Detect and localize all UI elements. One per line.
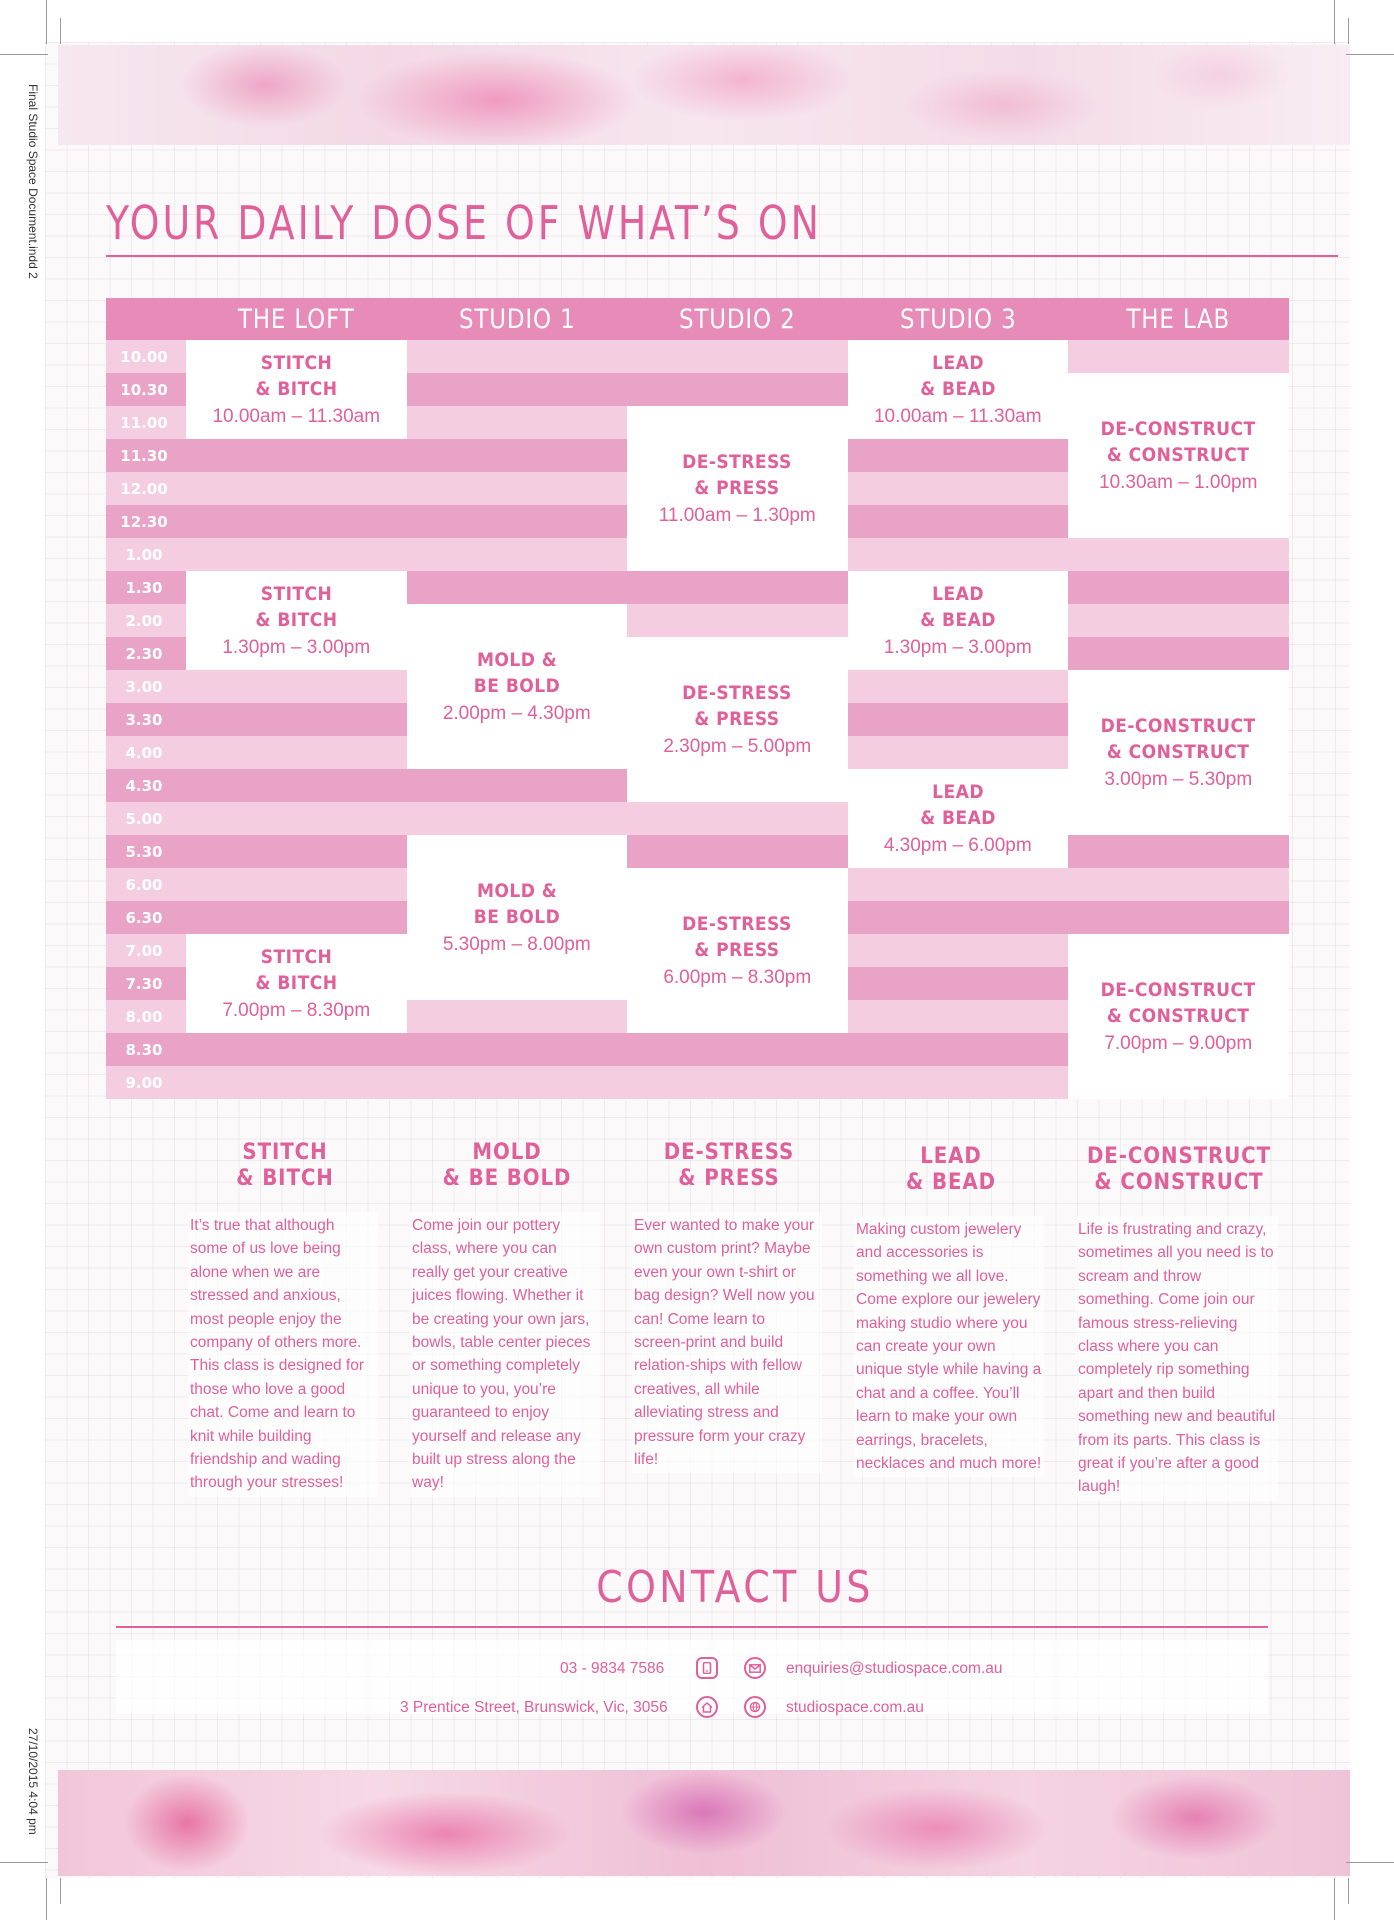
room-header-the-lab: THE LAB: [1126, 304, 1231, 335]
website-link[interactable]: studiospace.com.au: [786, 1699, 924, 1716]
class-block[interactable]: [1068, 670, 1289, 835]
time-slot-label: 12.30: [120, 513, 168, 531]
class-block[interactable]: [627, 868, 848, 1033]
room-header-studio-1: STUDIO 1: [458, 304, 576, 335]
class-time: 7.00pm – 9.00pm: [1104, 1032, 1253, 1054]
time-slot-label: 5.00: [125, 810, 163, 828]
class-time: 1.30pm – 3.00pm: [883, 636, 1032, 658]
class-time: 10.30am – 1.00pm: [1099, 471, 1258, 493]
class-name: STITCH & BITCH: [255, 945, 338, 994]
class-block[interactable]: [186, 571, 407, 670]
class-time: 10.00am – 11.30am: [212, 405, 381, 427]
class-name: MOLD & BE BOLD: [473, 648, 560, 697]
class-block[interactable]: [1068, 373, 1289, 538]
description-heading: LEAD & BEAD: [906, 1144, 996, 1195]
class-block[interactable]: [848, 571, 1069, 670]
email-link[interactable]: enquiries@studiospace.com.au: [786, 1660, 1003, 1677]
room-header-the-loft: THE LOFT: [237, 304, 355, 335]
class-name: DE-CONSTRUCT & CONSTRUCT: [1100, 417, 1256, 466]
schedule-row-band: [106, 835, 1289, 868]
class-block[interactable]: [1068, 934, 1289, 1099]
class-name: MOLD & BE BOLD: [473, 879, 560, 928]
class-time: 2.00pm – 4.30pm: [442, 702, 591, 724]
description-body: Life is frustrating and crazy, sometimes all you need is to scream and throw something. Come join our famous stress-relieving class where you can completely rip something apart and then build something new and beautiful from its parts. This class is great if you’re after a good laugh!: [1076, 1216, 1278, 1501]
slug-file-label: Final Studio Space Document.indd 2: [26, 84, 40, 279]
class-name: LEAD & BEAD: [919, 582, 996, 631]
class-name: STITCH & BITCH: [255, 582, 338, 631]
time-slot-label: 8.00: [125, 1008, 163, 1026]
time-slot-label: 2.00: [125, 612, 163, 630]
room-header-studio-3: STUDIO 3: [899, 304, 1017, 335]
class-time: 2.30pm – 5.00pm: [663, 735, 812, 757]
contact-heading: CONTACT US: [596, 1562, 874, 1613]
class-block[interactable]: [186, 340, 407, 439]
class-block[interactable]: [186, 934, 407, 1033]
time-slot-label: 10.00: [120, 348, 168, 366]
description-heading: DE-CONSTRUCT & CONSTRUCT: [1086, 1144, 1272, 1195]
page-title: YOUR DAILY DOSE OF WHAT’S ON: [106, 196, 822, 250]
class-block[interactable]: [848, 769, 1069, 868]
class-name: DE-CONSTRUCT & CONSTRUCT: [1100, 714, 1256, 763]
class-block[interactable]: [407, 604, 628, 769]
description-heading: STITCH & BITCH: [236, 1140, 334, 1191]
title-rule: [106, 255, 1338, 257]
class-block[interactable]: [627, 406, 848, 571]
room-header-studio-2: STUDIO 2: [678, 304, 796, 335]
time-slot-label: 4.30: [125, 777, 163, 795]
crop-mark: [1346, 1862, 1394, 1863]
home-icon: [696, 1696, 718, 1718]
phone-icon: [696, 1657, 718, 1679]
class-time: 6.00pm – 8.30pm: [663, 966, 812, 988]
crop-mark: [0, 54, 48, 55]
class-time: 7.00pm – 8.30pm: [222, 999, 371, 1021]
class-block[interactable]: [407, 835, 628, 1000]
class-name: DE-STRESS & PRESS: [682, 681, 793, 730]
description-body: Making custom jewelery and accessories is something we all love. Come explore our jewelery making studio where you can create your own unique style while having a chat and a coffee. You’ll learn to make your own earrings, bracelets, necklaces and much more!: [854, 1216, 1044, 1477]
time-slot-label: 2.30: [125, 645, 163, 663]
contact-band: [116, 1640, 1268, 1714]
crop-mark: [46, 0, 47, 44]
web-icon: [744, 1696, 766, 1718]
time-slot-label: 11.30: [120, 447, 168, 465]
class-time: 5.30pm – 8.00pm: [442, 933, 591, 955]
crop-mark: [46, 1878, 47, 1920]
description-body: It’s true that although some of us love being alone when we are stressed and anxious, most people enjoy the company of others more. This class is designed for those who love a good chat. Come and learn to knit while building friendship and wading through your stresses!: [188, 1212, 378, 1497]
time-slot-label: 5.30: [125, 843, 163, 861]
crop-mark: [1334, 1878, 1335, 1920]
crop-mark: [60, 18, 61, 44]
marble-banner-top: [58, 45, 1350, 145]
address-text: 3 Prentice Street, Brunswick, Vic, 3056: [400, 1699, 668, 1716]
schedule-table: [106, 298, 1288, 1092]
time-slot-label: 1.00: [125, 546, 163, 564]
mail-icon: [744, 1657, 766, 1679]
slug-date-label: 27/10/2015 4:04 pm: [26, 1728, 40, 1835]
time-slot-label: 4.00: [125, 744, 163, 762]
description-body: Ever wanted to make your own custom print? Maybe even your own t-shirt or bag design? Well now you can! Come learn to screen-print and build relation-ships with fellow creatives, all while alleviating stress and pressure form your crazy life!: [632, 1212, 822, 1473]
description-heading: DE-STRESS & PRESS: [663, 1140, 795, 1191]
class-time: 10.00am – 11.30am: [873, 405, 1042, 427]
class-name: LEAD & BEAD: [919, 351, 996, 400]
time-slot-label: 6.30: [125, 909, 163, 927]
class-time: 3.00pm – 5.30pm: [1104, 768, 1253, 790]
crop-mark: [1348, 1878, 1349, 1904]
class-name: DE-STRESS & PRESS: [682, 912, 793, 961]
phone-number: 03 - 9834 7586: [560, 1660, 665, 1677]
crop-mark: [1346, 54, 1394, 55]
time-slot-label: 10.30: [120, 381, 168, 399]
time-slot-label: 3.30: [125, 711, 163, 729]
class-name: DE-CONSTRUCT & CONSTRUCT: [1100, 978, 1256, 1027]
description-body: Come join our pottery class, where you can really get your creative juices flowing. Whether it be creating your own jars, bowls, table center pieces or something completely unique to you, you’re guaranteed to enjoy yourself and release any built up stress along the way!: [410, 1212, 600, 1497]
class-time: 1.30pm – 3.00pm: [222, 636, 371, 658]
class-name: DE-STRESS & PRESS: [682, 450, 793, 499]
contact-rule: [116, 1626, 1268, 1628]
class-block[interactable]: [848, 340, 1069, 439]
crop-mark: [1334, 0, 1335, 44]
time-slot-label: 7.30: [125, 975, 163, 993]
crop-mark: [0, 1862, 48, 1863]
time-slot-label: 7.00: [125, 942, 163, 960]
crop-mark: [60, 1878, 61, 1904]
class-time: 4.30pm – 6.00pm: [883, 834, 1032, 856]
marble-banner-bottom: [58, 1770, 1350, 1876]
time-slot-label: 1.30: [125, 579, 163, 597]
class-name: STITCH & BITCH: [255, 351, 338, 400]
time-slot-label: 9.00: [125, 1074, 163, 1092]
class-block[interactable]: [627, 637, 848, 802]
crop-mark: [1348, 18, 1349, 44]
time-slot-label: 11.00: [120, 414, 168, 432]
time-slot-label: 3.00: [125, 678, 163, 696]
class-time: 11.00am – 1.30pm: [658, 504, 816, 526]
time-slot-label: 8.30: [125, 1041, 163, 1059]
time-slot-label: 6.00: [125, 876, 163, 894]
time-slot-label: 12.00: [120, 480, 168, 498]
class-name: LEAD & BEAD: [919, 780, 996, 829]
description-heading: MOLD & BE BOLD: [442, 1140, 572, 1191]
